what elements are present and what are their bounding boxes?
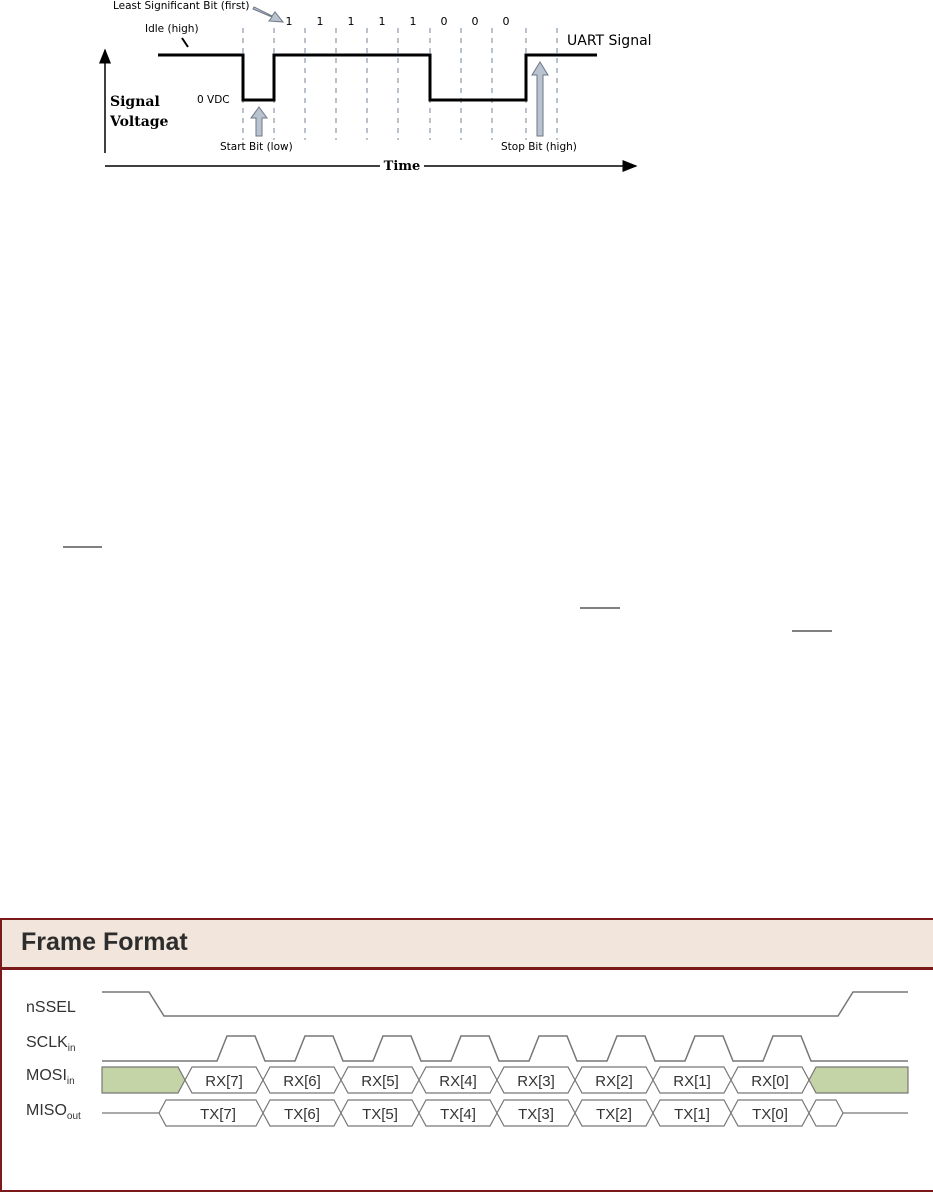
spi-timing-diagram (2, 920, 933, 1194)
zero-vdc-label: 0 VDC (197, 94, 230, 106)
sclk-trace (102, 1036, 908, 1061)
nssel-trace (102, 992, 908, 1016)
rx-bit-label: RX[4] (439, 1073, 477, 1090)
mosi-row (102, 1067, 908, 1093)
frame-format-title: Frame Format (21, 928, 188, 956)
uart-signal-label: UART Signal (567, 33, 652, 49)
tx-bit-label: TX[0] (752, 1106, 788, 1123)
rx-bit-label: RX[6] (283, 1073, 321, 1090)
stop-bit-label: Stop Bit (high) (501, 141, 577, 153)
mosi-idle-right (809, 1067, 908, 1093)
tx-bit-label: TX[7] (200, 1106, 236, 1123)
miso-label: $MISO_{out}$ (26, 1102, 81, 1122)
rx-bit-label: RX[2] (595, 1073, 633, 1090)
bit-value: 1 (285, 15, 293, 28)
y-axis-label-line2: Voltage (110, 114, 169, 130)
tx-bit-label: TX[4] (440, 1106, 476, 1123)
frame-format-panel (0, 918, 933, 1192)
tx-bit-label: TX[3] (518, 1106, 554, 1123)
start-bit-label: Start Bit (low) (220, 141, 293, 153)
rx-bit-label: RX[3] (517, 1073, 555, 1090)
bit-value: 1 (378, 15, 386, 28)
rx-bit-label: RX[1] (673, 1073, 711, 1090)
sclk-label: $SCLK_{in}$ (26, 1034, 76, 1054)
tx-bit-label: TX[5] (362, 1106, 398, 1123)
bit-value: 1 (347, 15, 355, 28)
bit-value: 0 (440, 15, 448, 28)
bit-value: 0 (502, 15, 510, 28)
idle-label: Idle (high) (145, 23, 199, 35)
bit-value: 1 (409, 15, 417, 28)
mosi-idle-left (102, 1067, 185, 1093)
tx-bit-label: TX[1] (674, 1106, 710, 1123)
nssel-label: nSSEL (26, 999, 76, 1016)
x-axis-label: Time (383, 159, 421, 174)
miso-row (102, 1100, 908, 1126)
rx-bit-label: RX[7] (205, 1073, 243, 1090)
mosi-label: $MOSI_{in}$ (26, 1067, 75, 1087)
rx-bit-label: RX[5] (361, 1073, 399, 1090)
lsb-label: Least Significant Bit (first) (113, 0, 250, 12)
y-axis-label-line1: Signal (110, 94, 160, 110)
tx-bit-label: TX[6] (284, 1106, 320, 1123)
bit-value: 1 (316, 15, 324, 28)
miso-tail-cell (809, 1100, 843, 1126)
bit-value: 0 (471, 15, 479, 28)
rx-bit-label: RX[0] (751, 1073, 789, 1090)
tx-bit-label: TX[2] (596, 1106, 632, 1123)
